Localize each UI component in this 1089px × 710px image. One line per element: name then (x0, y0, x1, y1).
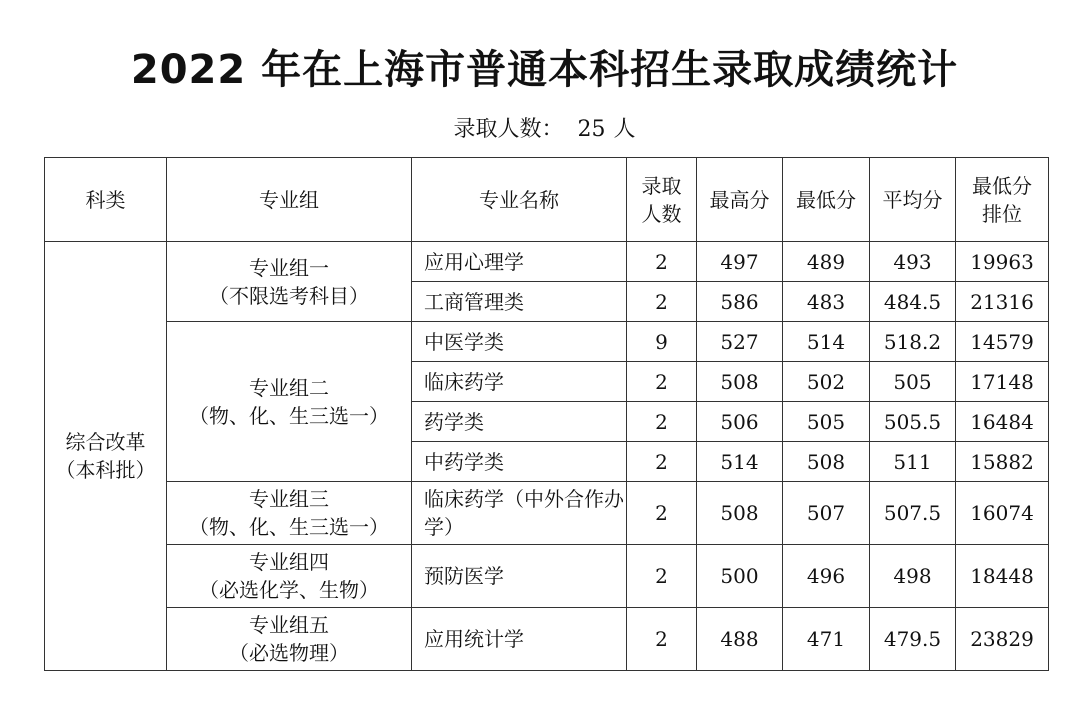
rank-cell: 16484 (956, 402, 1049, 442)
count-cell: 2 (627, 242, 697, 282)
header-min: 最低分 (783, 158, 870, 242)
admission-score-table (44, 157, 1049, 671)
avg-score-cell: 505 (870, 362, 956, 402)
min-score-cell: 508 (783, 442, 870, 482)
rank-cell: 23829 (956, 608, 1049, 671)
admitted-label: 录取人数： (453, 117, 564, 142)
rank-cell: 16074 (956, 482, 1049, 545)
group-3-requirement: （物、化、生三选一） (189, 515, 389, 539)
category-line1: 综合改革 (65, 430, 146, 454)
table-row (45, 608, 1049, 671)
count-cell: 2 (627, 545, 697, 608)
min-score-cell: 489 (783, 242, 870, 282)
admitted-unit: 人 (613, 117, 636, 142)
group-cell-1 (167, 242, 412, 322)
header-rank-line2: 排位 (982, 201, 1022, 226)
table-row (45, 242, 1049, 282)
min-score-cell: 502 (783, 362, 870, 402)
table-row (45, 322, 1049, 362)
max-score-cell: 500 (697, 545, 783, 608)
header-rank (956, 158, 1049, 242)
count-cell: 2 (627, 362, 697, 402)
group-4-name: 专业组四 (249, 550, 329, 574)
avg-score-cell: 484.5 (870, 282, 956, 322)
min-score-cell: 505 (783, 402, 870, 442)
group-cell-3 (167, 482, 412, 545)
major-cell: 预防医学 (412, 545, 627, 608)
major-cell: 药学类 (412, 402, 627, 442)
major-cell: 应用心理学 (412, 242, 627, 282)
group-cell-2 (167, 322, 412, 482)
max-score-cell: 497 (697, 242, 783, 282)
category-line2: （本科批） (55, 458, 156, 482)
avg-score-cell: 479.5 (870, 608, 956, 671)
group-2-name: 专业组二 (249, 375, 329, 400)
avg-score-cell: 518.2 (870, 322, 956, 362)
rank-cell: 17148 (956, 362, 1049, 402)
max-score-cell: 488 (697, 608, 783, 671)
max-score-cell: 508 (697, 482, 783, 545)
min-score-cell: 507 (783, 482, 870, 545)
header-count (627, 158, 697, 242)
header-major: 专业名称 (412, 158, 627, 242)
header-rank-line1: 最低分 (972, 173, 1032, 198)
group-cell-5 (167, 608, 412, 671)
header-row (45, 158, 1049, 242)
major-cell: 工商管理类 (412, 282, 627, 322)
min-score-cell: 471 (783, 608, 870, 671)
table-row (45, 545, 1049, 608)
count-cell: 2 (627, 402, 697, 442)
table-row (45, 482, 1049, 545)
header-count-line2: 人数 (641, 201, 682, 226)
count-cell: 2 (627, 442, 697, 482)
page-title: 2022 年在上海市普通本科招生录取成绩统计 (130, 47, 959, 93)
avg-score-cell: 507.5 (870, 482, 956, 545)
admitted-count-line (0, 112, 1089, 143)
avg-score-cell: 493 (870, 242, 956, 282)
group-5-requirement: （必选物理） (229, 641, 349, 665)
major-cell: 中药学类 (412, 442, 627, 482)
max-score-cell: 586 (697, 282, 783, 322)
min-score-cell: 496 (783, 545, 870, 608)
count-cell: 2 (627, 608, 697, 671)
header-count-line1: 录取 (641, 173, 682, 198)
group-1-name: 专业组一 (249, 255, 329, 280)
major-cell: 临床药学 (412, 362, 627, 402)
max-score-cell: 508 (697, 362, 783, 402)
count-cell: 9 (627, 322, 697, 362)
min-score-cell: 483 (783, 282, 870, 322)
group-1-requirement: （不限选考科目） (209, 283, 369, 308)
admitted-value: 25 (577, 117, 606, 142)
header-category: 科类 (45, 158, 167, 242)
header-max: 最高分 (697, 158, 783, 242)
min-score-cell: 514 (783, 322, 870, 362)
count-cell: 2 (627, 282, 697, 322)
count-cell: 2 (627, 482, 697, 545)
rank-cell: 19963 (956, 242, 1049, 282)
avg-score-cell: 511 (870, 442, 956, 482)
category-cell (45, 242, 167, 671)
major-cell: 临床药学（中外合作办学） (412, 482, 627, 545)
rank-cell: 15882 (956, 442, 1049, 482)
header-avg: 平均分 (870, 158, 956, 242)
avg-score-cell: 505.5 (870, 402, 956, 442)
group-4-requirement: （必选化学、生物） (199, 578, 379, 602)
max-score-cell: 514 (697, 442, 783, 482)
max-score-cell: 527 (697, 322, 783, 362)
group-cell-4 (167, 545, 412, 608)
header-group: 专业组 (167, 158, 412, 242)
major-cell: 中医学类 (412, 322, 627, 362)
group-3-name: 专业组三 (249, 487, 329, 511)
major-cell: 应用统计学 (412, 608, 627, 671)
max-score-cell: 506 (697, 402, 783, 442)
group-2-requirement: （物、化、生三选一） (189, 403, 389, 428)
rank-cell: 14579 (956, 322, 1049, 362)
rank-cell: 21316 (956, 282, 1049, 322)
group-5-name: 专业组五 (249, 613, 329, 637)
avg-score-cell: 498 (870, 545, 956, 608)
rank-cell: 18448 (956, 545, 1049, 608)
